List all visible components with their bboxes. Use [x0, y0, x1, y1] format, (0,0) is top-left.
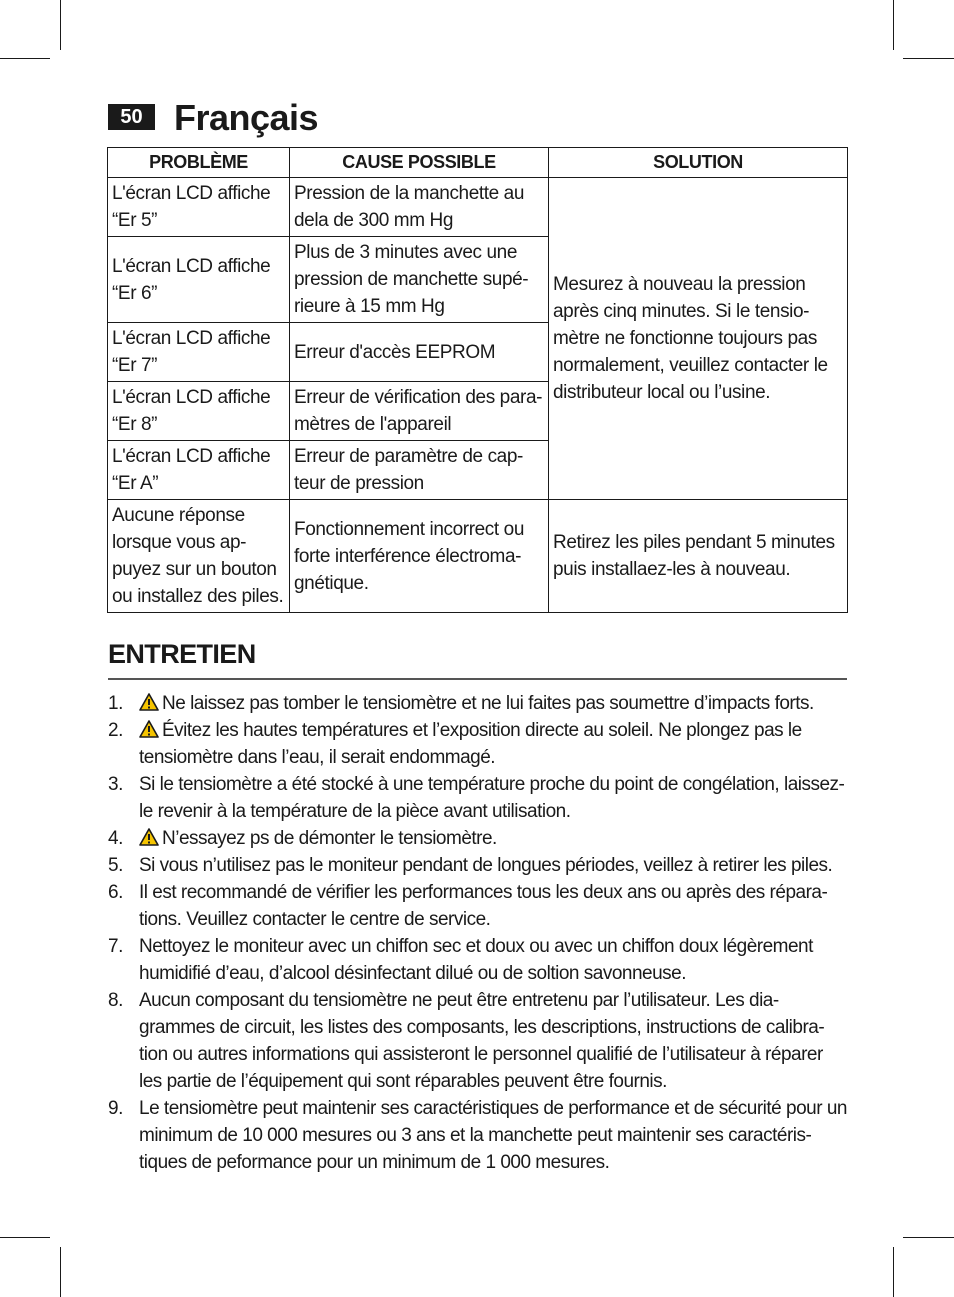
crop-mark — [903, 1237, 954, 1238]
header-solution: SOLUTION — [549, 148, 848, 178]
cause-cell: Plus de 3 minutes avec une pression de manchette supé- rieure à 15 mm Hg — [290, 237, 549, 323]
list-item-number: 2. — [108, 720, 123, 741]
list-item-text: N’essayez ps de démonter le tensiomètre. — [162, 828, 497, 849]
problem-cell: L'écran LCD affiche “Er 6” — [108, 237, 290, 323]
cause-cell: Erreur de vérification des para- mètres de l'appareil — [290, 382, 549, 441]
warning-triangle-icon — [139, 827, 159, 845]
cause-cell: Erreur de paramètre de cap- teur de pression — [290, 441, 549, 500]
list-item-text: Si le tensiomètre a été stocké à une température proche du point de congélation, laissez-le revenir à la température de la pièce avant utilisation. — [139, 774, 845, 822]
shared-solution-cell: Mesurez à nouveau la pression après cinq minutes. Si le tensio- mètre ne fonctionne toujours pas normalement, veuillez contacter le distributeur local ou l’usine. — [549, 178, 848, 500]
warning-triangle-icon — [139, 828, 159, 846]
table-row — [108, 178, 848, 237]
page-title: Français — [174, 97, 319, 138]
crop-mark — [903, 58, 954, 59]
cause-cell: Pression de la manchette au dela de 300 mm Hg — [290, 178, 549, 237]
list-item — [108, 879, 850, 933]
list-item — [108, 933, 850, 987]
problem-cell: L'écran LCD affiche “Er 5” — [108, 178, 290, 237]
table-row — [108, 500, 848, 613]
warning-triangle-icon — [139, 719, 159, 737]
crop-mark — [60, 1247, 61, 1297]
list-item-number: 6. — [108, 882, 123, 903]
list-item-number: 4. — [108, 828, 123, 849]
solution-cell: Retirez les piles pendant 5 minutes puis installaez-les à nouveau. — [549, 500, 848, 613]
list-item-text: Le tensiomètre peut maintenir ses caractéristiques de performance et de sécurité pour un minimum de 10 000 mesures ou 3 ans et la manchette peut maintenir ses caractéris- tiques de peformance pour un minimum de 1 000 mesures. — [139, 1098, 847, 1173]
list-item — [108, 1095, 850, 1176]
section-title: ENTRETIEN — [108, 639, 256, 669]
warning-triangle-icon — [139, 720, 159, 738]
crop-mark — [893, 1247, 894, 1297]
warning-triangle-icon — [139, 692, 159, 710]
list-item-number: 7. — [108, 936, 123, 957]
problem-cell: L'écran LCD affiche “Er 7” — [108, 323, 290, 382]
list-item — [108, 771, 850, 825]
list-item-text: Évitez les hautes températures et l’exposition directe au soleil. Ne plongez pas le tensiomètre dans l’eau, il serait endommagé. — [139, 720, 802, 768]
list-item-number: 3. — [108, 774, 123, 795]
list-item-text: Nettoyez le moniteur avec un chiffon sec et doux ou avec un chiffon doux légèrement humidifié d’eau, d’alcool désinfectant dilué ou de soltion savonneuse. — [139, 936, 813, 984]
crop-mark — [893, 0, 894, 50]
list-item — [108, 987, 850, 1095]
list-item-number: 1. — [108, 693, 123, 714]
warning-triangle-icon — [139, 693, 159, 711]
header-problem: PROBLÈME — [108, 148, 290, 178]
problem-cell: L'écran LCD affiche “Er 8” — [108, 382, 290, 441]
troubleshooting-table — [107, 147, 848, 613]
list-item-text: Ne laissez pas tomber le tensiomètre et ne lui faites pas soumettre d’impacts forts. — [162, 693, 814, 714]
problem-cell: Aucune réponse lorsque vous ap- puyez sur un bouton ou installez des piles. — [108, 500, 290, 613]
problem-cell: L'écran LCD affiche “Er A” — [108, 441, 290, 500]
page-number: 50 — [108, 104, 155, 130]
list-item-text: Aucun composant du tensiomètre ne peut être entretenu par l’utilisateur. Les dia- grammes de circuit, les listes des composants, les descriptions, instructions de calibra- tion ou autres informations qui assisteront le personnel qualifié de l’utilisateur à réparer les partie de l’équipement qui sont réparables peuvent être fournis. — [139, 990, 825, 1092]
crop-mark — [0, 58, 50, 59]
list-item-text: Si vous n’utilisez pas le moniteur pendant de longues périodes, veillez à retirer les piles. — [139, 855, 833, 876]
maintenance-list — [108, 690, 850, 1176]
header-cause: CAUSE POSSIBLE — [290, 148, 549, 178]
crop-mark — [60, 0, 61, 50]
list-item — [108, 717, 850, 771]
crop-mark — [0, 1237, 50, 1238]
cause-cell: Erreur d'accès EEPROM — [290, 323, 549, 382]
table-header-row — [108, 148, 848, 178]
list-item — [108, 690, 850, 717]
section-divider — [108, 678, 847, 680]
list-item — [108, 825, 850, 852]
cause-cell: Fonctionnement incorrect ou forte interférence électroma- gnétique. — [290, 500, 549, 613]
list-item-number: 8. — [108, 990, 123, 1011]
list-item — [108, 852, 850, 879]
list-item-number: 5. — [108, 855, 123, 876]
list-item-text: Il est recommandé de vérifier les performances tous les deux ans ou après des répara- tions. Veuillez contacter le centre de service. — [139, 882, 828, 930]
list-item-number: 9. — [108, 1098, 123, 1119]
